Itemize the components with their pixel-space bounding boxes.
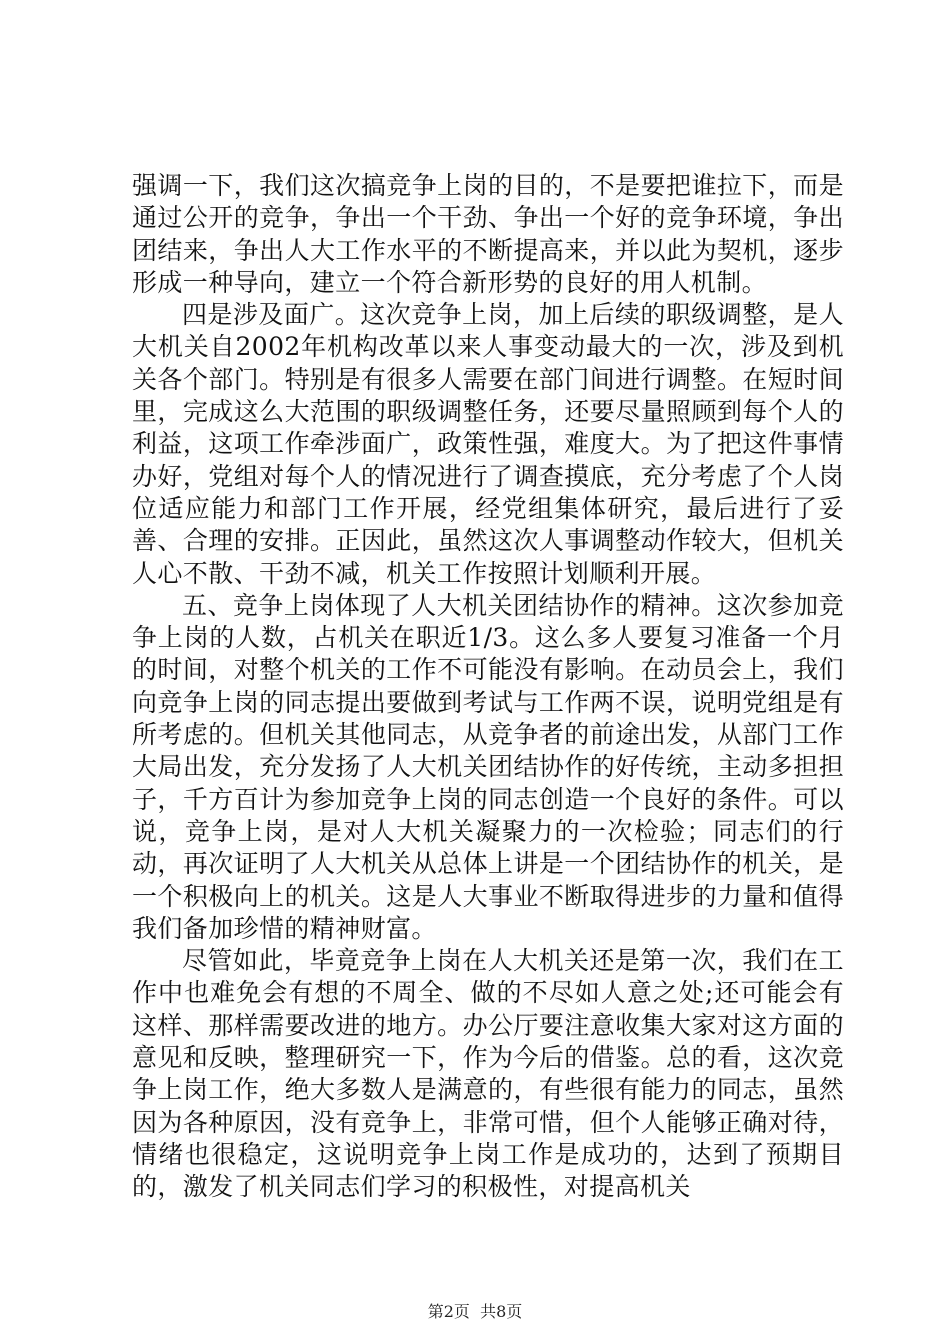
document-body xyxy=(132,170,844,1204)
paragraph-continuation: 强调一下，我们这次搞竞争上岗的目的，不是要把谁拉下，而是通过公开的竞争，争出一个干劲、争出一个好的竞争环境，争出团结来，争出人大工作水平的不断提高来，并以此为契机，逐步形成一种导向，建立一个符合新形势的良好的用人机制。 xyxy=(132,171,844,297)
page-footer xyxy=(0,1302,950,1322)
page-number-label: 第2页 共8页 xyxy=(427,1302,523,1321)
paragraph-point-five: 五、竞争上岗体现了人大机关团结协作的精神。这次参加竞争上岗的人数，占机关在职近1/3。这么多人要复习准备一个月的时间，对整个机关的工作不可能没有影响。在动员会上，我们向竞争上岗的同志提出要做到考试与工作两不误，说明党组是有所考虑的。但机关其他同志，从竞争者的前途出发，从部门工作大局出发，充分发扬了人大机关团结协作的好传统，主动多担担子，千方百计为参加竞争上岗的同志创造一个良好的条件。可以说，竞争上岗，是对人大机关凝聚力的一次检验；同志们的行动，再次证明了人大机关从总体上讲是一个团结协作的机关，是一个积极向上的机关。这是人大事业不断取得进步的力量和值得我们备加珍惜的精神财富。 xyxy=(132,590,844,943)
paragraph-summary: 尽管如此，毕竟竞争上岗在人大机关还是第一次，我们在工作中也难免会有想的不周全、做的不尽如人意之处;还可能会有这样、那样需要改进的地方。办公厅要注意收集大家对这方面的意见和反映，整理研究一下，作为今后的借鉴。总的看，这次竞争上岗工作，绝大多数人是满意的，有些很有能力的同志，虽然因为各种原因，没有竞争上，非常可惜，但个人能够正确对待，情绪也很稳定，这说明竞争上岗工作是成功的，达到了预期目的，激发了机关同志们学习的积极性，对提高机关 xyxy=(132,946,844,1202)
paragraph-point-four: 四是涉及面广。这次竞争上岗，加上后续的职级调整，是人大机关自2002年机构改革以来人事变动最大的一次，涉及到机关各个部门。特别是有很多人需要在部门间进行调整。在短时间里，完成这么大范围的职级调整任务，还要尽量照顾到每个人的利益，这项工作牵涉面广，政策性强，难度大。为了把这件事情办好，党组对每个人的情况进行了调查摸底，充分考虑了个人岗位适应能力和部门工作开展，经党组集体研究，最后进行了妥善、合理的安排。正因此，虽然这次人事调整动作较大，但机关人心不散、干劲不减，机关工作按照计划顺利开展。 xyxy=(132,300,844,588)
